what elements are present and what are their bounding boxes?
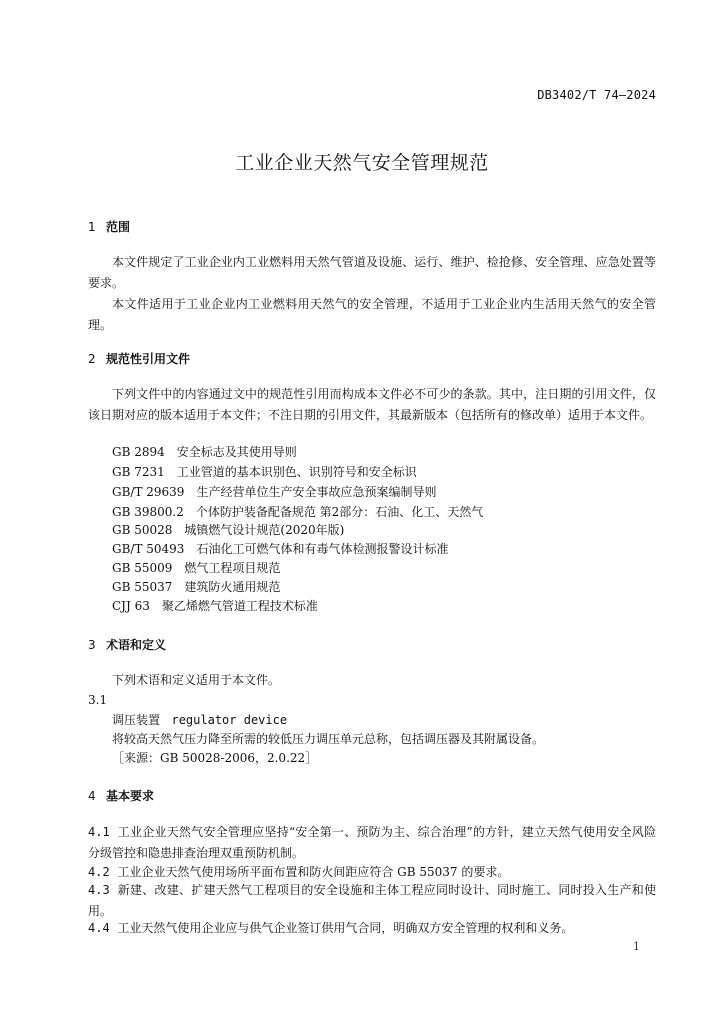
reference-item: GB 50028 城镇燃气设计规范(2020年版) (112, 523, 345, 537)
section-1-paragraph-2: 本文件适用于工业企业内工业燃料用天然气的安全管理，不适用于工业企业内生活用天然气的安全管理。 (88, 297, 656, 332)
section-1-paragraph-1: 本文件规定了工业企业内工业燃料用天然气管道及设施、运行、维护、检抢修、安全管理、应急处置等要求。 (88, 255, 656, 290)
reference-item: GB 55037 建筑防火通用规范 (112, 580, 281, 594)
standard-code: DB3402/T 74—2024 (537, 88, 656, 102)
reference-item: GB 55009 燃气工程项目规范 (112, 561, 281, 575)
clause-4-4: 4.4 工业天然气使用企业应与供气企业签订供用气合同，明确双方安全管理的权利和义务。 (88, 921, 574, 935)
reference-item: GB 7231 工业管道的基本识别色、识别符号和安全标识 (112, 465, 417, 479)
clause-4-3: 4.3 新建、改建、扩建天然气工程项目的安全设施和主体工程应同时设计、同时施工、同时投入生产和使用。 (88, 883, 656, 918)
term-name: 调压装置 regulator device (112, 713, 288, 727)
section-2-paragraph: 下列文件中的内容通过文中的规范性引用而构成本文件必不可少的条款。其中，注日期的引用文件，仅该日期对应的版本适用于本文件；不注日期的引用文件，其最新版本（包括所有的修改单）适用于本文件。 (88, 387, 656, 422)
page-number: 1 (633, 940, 640, 953)
section-heading-4: 4 基本要求 (88, 789, 155, 803)
clause-4-2: 4.2 工业企业天然气使用场所平面布置和防火间距应符合 GB 55037 的要求。 (88, 865, 510, 879)
section-heading-1: 1 范围 (88, 220, 131, 234)
clause-4-1: 4.1 工业企业天然气安全管理应坚持“安全第一、预防为主、综合治理”的方针，建立天然气使用安全风险分级管控和隐患排查治理双重预防机制。 (88, 825, 656, 860)
document-title: 工业企业天然气安全管理规范 (235, 152, 489, 174)
section-heading-2: 2 规范性引用文件 (88, 352, 191, 366)
section-heading-3: 3 术语和定义 (88, 638, 167, 652)
reference-item: GB/T 29639 生产经营单位生产安全事故应急预案编制导则 (112, 485, 437, 499)
term-source: ［来源：GB 50028-2006，2.0.22］ (112, 751, 318, 765)
term-number: 3.1 (88, 693, 108, 707)
section-3-intro: 下列术语和定义适用于本文件。 (112, 673, 281, 687)
reference-item: CJJ 63 聚乙烯燃气管道工程技术标准 (112, 599, 318, 613)
reference-item: GB 2894 安全标志及其使用导则 (112, 445, 297, 459)
reference-item: GB 39800.2 个体防护装备配备规范 第2部分：石油、化工、天然气 (112, 505, 484, 519)
reference-item: GB/T 50493 石油化工可燃气体和有毒气体检测报警设计标准 (112, 542, 449, 556)
term-definition: 将较高天然气压力降至所需的较低压力调压单元总称，包括调压器及其附属设备。 (112, 732, 545, 746)
